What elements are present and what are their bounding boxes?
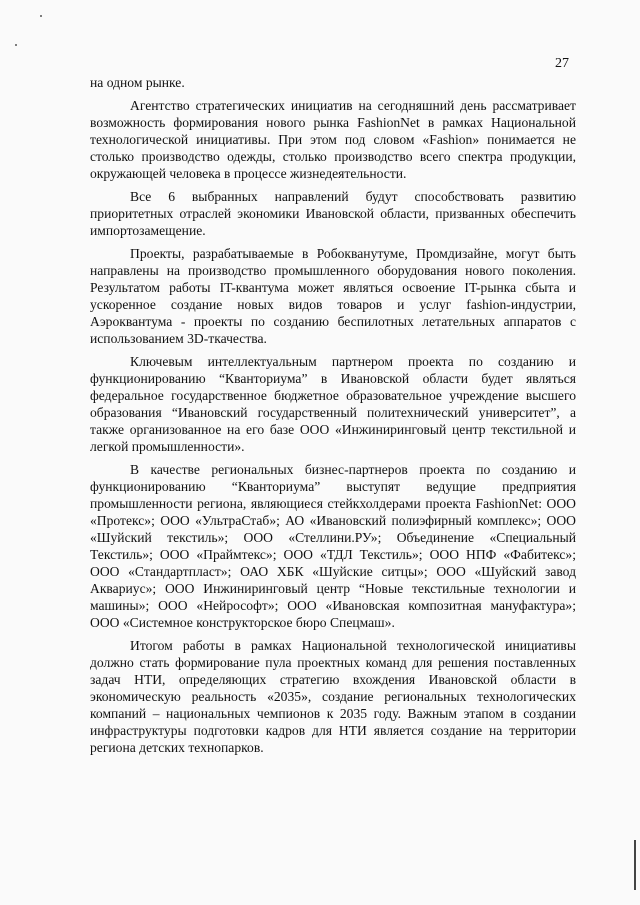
paragraph: Агентство стратегических инициатив на сегодняшний день рассматривает возможность формирования нового рынка FashionNet в рамках Национальной технологической инициативы. При этом под словом «Fashion» понимается не столько производство одежды, столько производство всего спектра продукции, окружающей человека в процессе жизнедеятельности. bbox=[90, 98, 576, 181]
paragraph: Ключевым интеллектуальным партнером проекта по созданию и функционированию “Кванториума” в Ивановской области будет являться федеральное государственное бюджетное образовательное учреждение высшего образования “Ивановский государственный политехнический университет”, а также организованное на его базе ООО «Инжиниринговый центр текстильной и легкой промышленности». bbox=[90, 354, 576, 454]
scan-speck bbox=[15, 44, 17, 46]
scan-edge-mark bbox=[634, 840, 636, 890]
body-text bbox=[90, 74, 576, 762]
paragraph: Все 6 выбранных направлений будут способствовать развитию приоритетных отраслей экономики Ивановской области, призванных обеспечить импортозамещение. bbox=[90, 189, 576, 238]
paragraph: В качестве региональных бизнес-партнеров проекта по созданию и функционированию “Кванториума” выступят ведущие предприятия промышленности региона, являющиеся стейкхолдерами проекта FashionNet: ООО «Протекс»; ООО «УльтраСтаб»; АО «Ивановский полиэфирный комплекс»; ООО «Шуйский текстиль»; ООО «Стеллини.РУ»; Объединение «Специальный Текстиль»; ООО «Праймтекс»; ООО «ТДЛ Текстиль»; ООО НПФ «Фабитекс»; ООО «Стандартпласт»; ОАО ХБК «Шуйские ситцы»; ООО «Шуйский завод Аквариус»; ООО Инжиниринговый центр “Новые текстильные технологии и машины»; ООО «Нейрософт»; ООО «Ивановская композитная мануфактура»; ООО «Системное конструкторское бюро Спецмаш». bbox=[90, 462, 576, 630]
paragraph: на одном рынке. bbox=[90, 75, 185, 90]
paragraph: Итогом работы в рамках Национальной технологической инициативы должно стать формирование пула проектных команд для решения поставленных задач НТИ, определяющих стратегию вхождения Ивановской области в экономическую реальность «2035», создание региональных технологических компаний – национальных чемпионов к 2035 году. Важным этапом в создании инфраструктуры подготовки кадров для НТИ является создание на территории региона детских технопарков. bbox=[90, 638, 576, 755]
paragraph: Проекты, разрабатываемые в Робокванутуме, Промдизайне, могут быть направлены на производство промышленного оборудования нового поколения. Результатом работы IT-квантума может являться освоение IT-рынка сбыта и ускоренное создание новых видов товаров и услуг fashion-индустрии, Аэроквантума - проекты по созданию беспилотных летательных аппаратов с использованием 3D-ткачества. bbox=[90, 246, 576, 346]
scan-speck bbox=[40, 15, 42, 17]
page-number: 27 bbox=[555, 56, 569, 71]
